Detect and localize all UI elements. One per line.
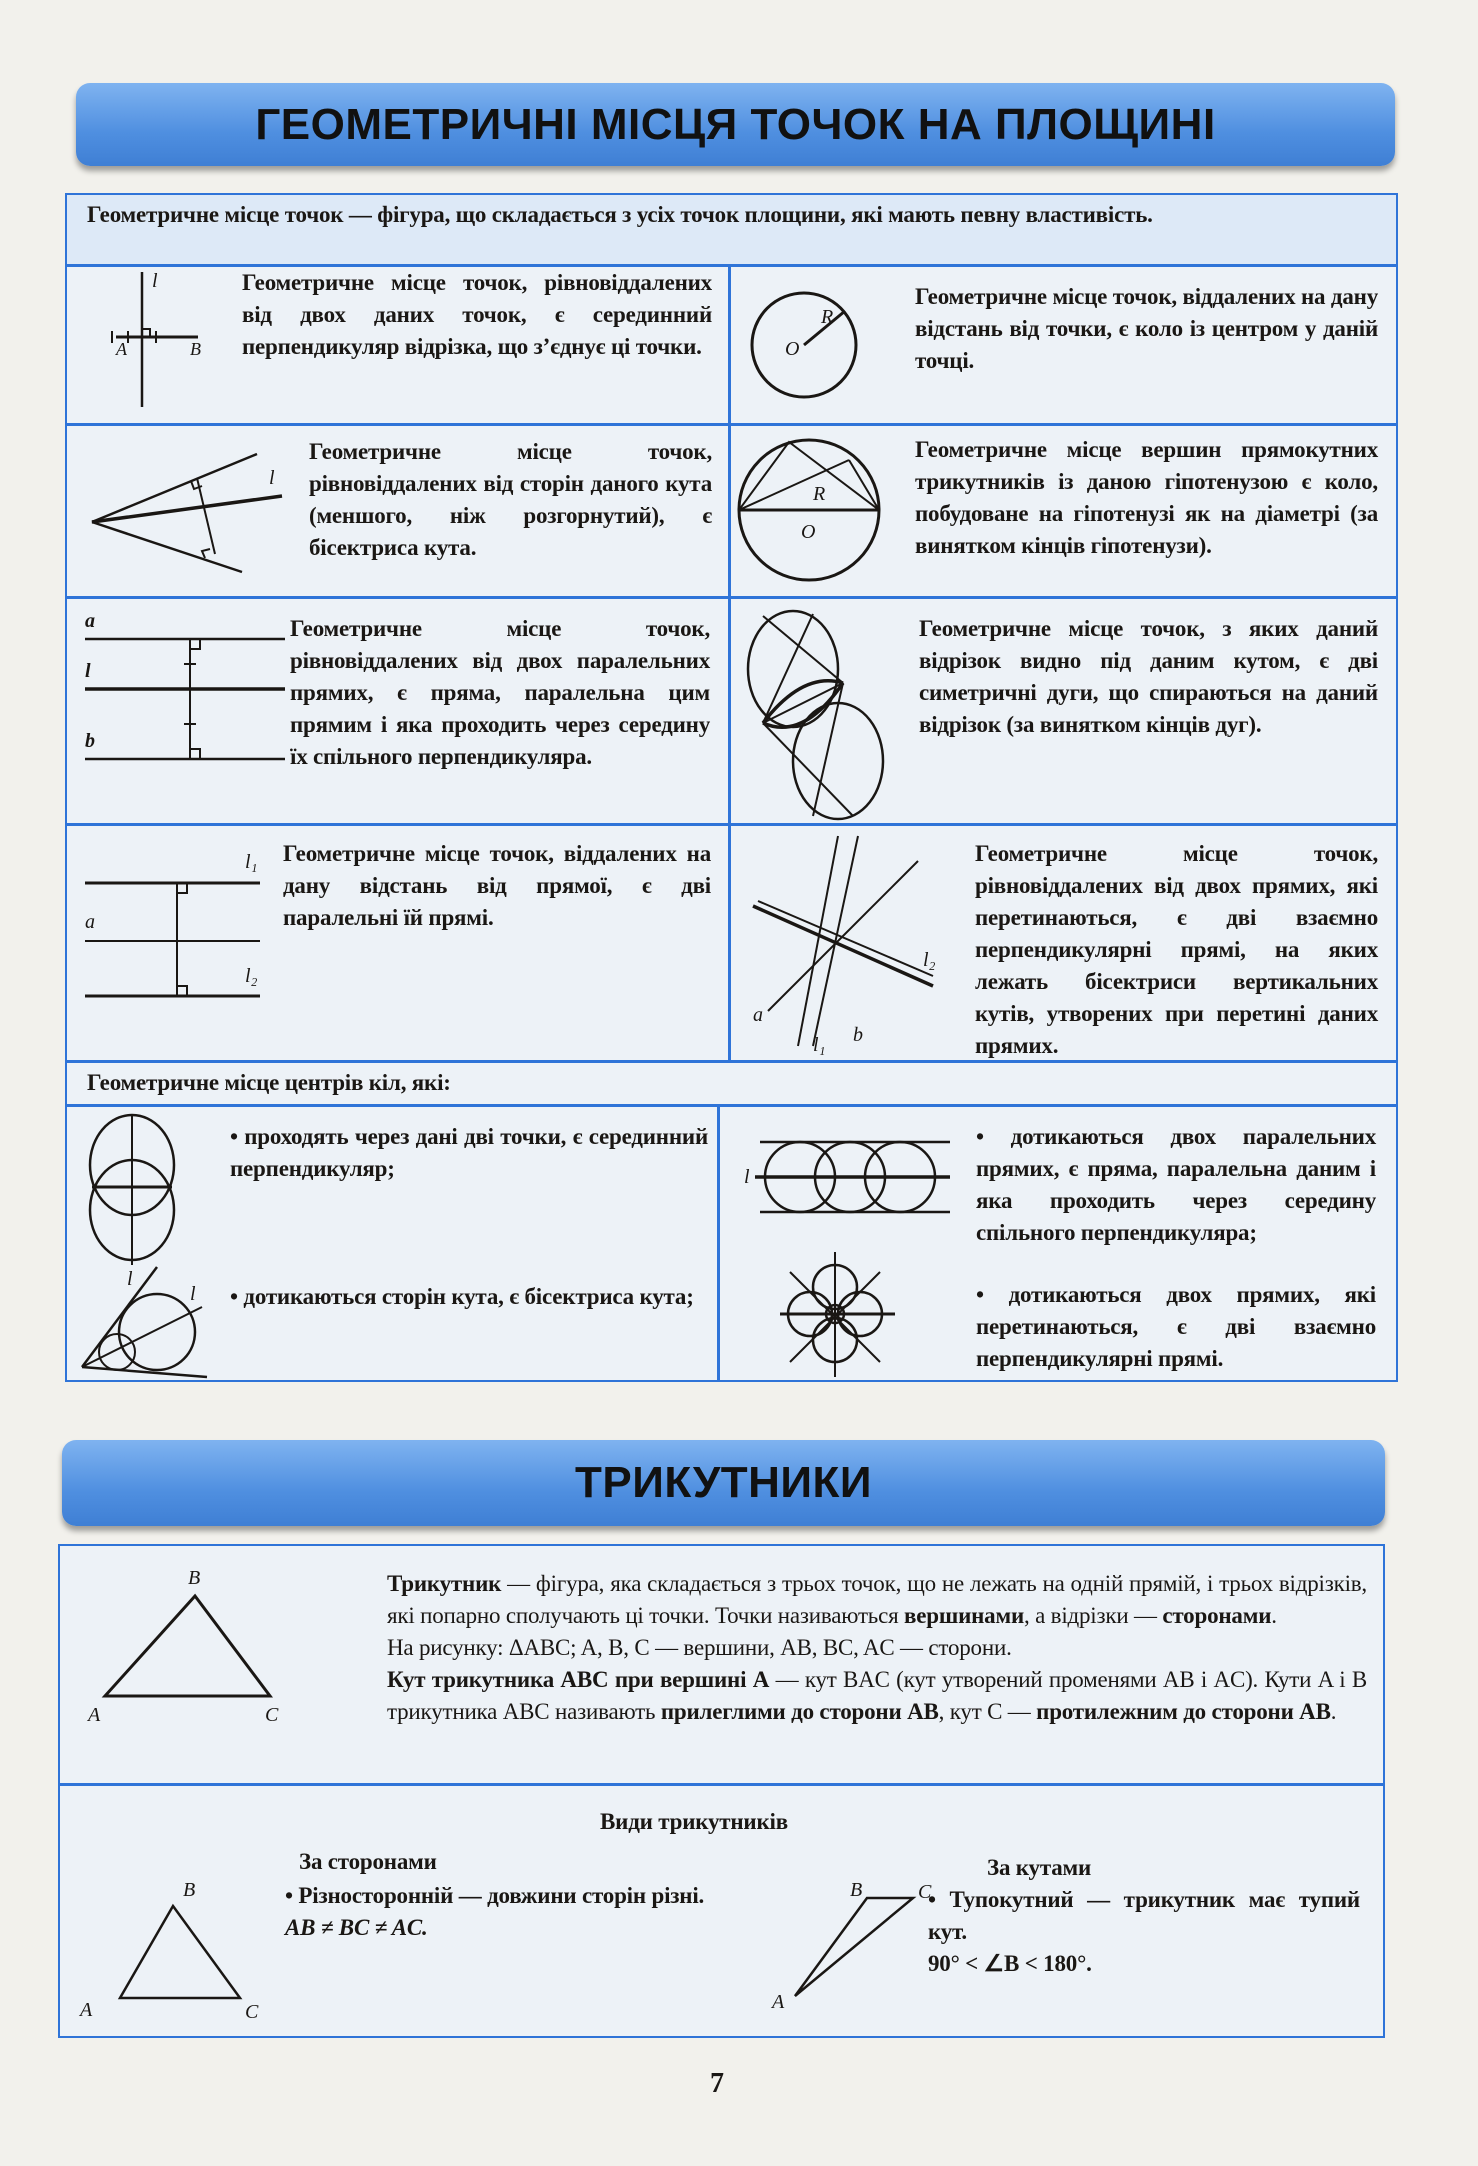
svg-text:R: R [813,483,826,505]
perpendicular-bisector-figure [92,267,212,417]
locus-text: Геометричне місце точок, рівновіддалених від двох даних точок, є серединний перпендикуляр відрізка, що з’єднує ці точки. [242,270,712,359]
triangle-types-header: Види трикутників [600,1809,788,1834]
text: , а відрізки — [1024,1603,1163,1628]
text: . [1271,1603,1277,1628]
centers-header [65,1061,1398,1106]
svg-text:l: l [190,1283,196,1305]
locus-text: Геометричне місце точок, з яких даний відрізок видно під даним кутом, є дві симетричні дуги, що спираються на даний відрізок (за винятком кінців дуг). [919,616,1378,737]
locus-cell-arcs [729,597,1398,825]
svg-text:B: B [190,339,201,359]
svg-text:l₂: l₂ [245,965,258,987]
svg-text:C: C [265,1704,279,1726]
svg-text:O: O [785,338,800,360]
term-sides: сторонами [1162,1603,1272,1628]
svg-text:C: C [245,2001,259,2023]
term-opposite: протилежним до сторони AB [1036,1699,1331,1724]
svg-text:B: B [850,1879,863,1901]
centers-header-text: Геометричне місце центрів кіл, які: [87,1070,451,1095]
centers-item: • проходять через дані дві точки, є серединний перпендикуляр; [230,1124,708,1181]
svg-text:l: l [744,1166,750,1188]
locus-text: Геометричне місце точок, віддалених на дану відстань від прямої, є дві паралельні їй прямі. [283,841,711,930]
page-number: 7 [710,2068,724,2099]
svg-text:B: B [183,1879,196,1901]
circle-figure [749,275,899,425]
centers-item: • дотикаються сторін кута, є бісектриса кута; [230,1284,694,1309]
locus-cell-right-triangle-circle [729,424,1398,598]
text: — фігура, яка складається з трьох точок, що не лежать на одній прямій, і трьох відрізків, які попарно сполучають ці точки. Точки називаються [387,1571,1367,1628]
term-adjacent: прилеглими до сторони AB [660,1699,939,1724]
svg-text:O: O [801,521,816,543]
svg-text:A: A [80,1999,93,2021]
circles-in-angle-figure [82,1282,222,1382]
locus-cell-distance-from-line [65,824,730,1062]
svg-text:l: l [269,467,275,489]
intersecting-lines-figure [743,836,953,1056]
locus-cell-angle-bisector [65,424,730,598]
term-vertices: вершинами [904,1603,1024,1628]
svg-text:l: l [127,1268,133,1290]
svg-text:A: A [772,1991,785,2013]
svg-text:a: a [85,610,95,632]
scalene-description [285,1880,705,1944]
locus-cell-intersecting-lines [729,824,1398,1062]
circles-through-two-points-figure [87,1115,207,1290]
svg-text:a: a [753,1004,763,1026]
triangle-abc-figure [80,1566,330,1726]
svg-text:a: a [85,911,95,933]
svg-text:l₁: l₁ [813,1034,826,1056]
angle-bisector-figure [87,434,297,584]
by-sides-title: За сторонами [299,1849,437,1874]
text: — кут BAC (кут утворений променями AB і AC). Кути A і B трикутника ABC називають [387,1667,1367,1724]
scalene-name: • Різносторонній [285,1883,454,1908]
scalene-triangle-figure [75,1876,275,2023]
locus-text: Геометричне місце точок, віддалених на дану відстань від точки, є коло із центром у даній точці. [915,284,1378,373]
example-text: На рисунку: ΔABC; A, B, C — вершини, AB, BC, AC — сторони. [387,1635,1012,1660]
svg-text:b: b [85,730,95,752]
symmetric-arcs-figure [743,611,893,821]
distance-lines-figure [85,846,265,1016]
locus-cell-perpendicular-bisector [65,265,730,425]
definition-text: — фігура, що складається з усіх точок площини, які мають певну властивість. [343,202,1153,227]
locus-text: Геометричне місце точок, рівновіддалених від двох паралельних прямих, є пряма, паралельна цим прямим і яка проходить через середину їх спільного перпендикуляра. [290,616,710,769]
svg-text:l₂: l₂ [923,949,936,971]
svg-text:B: B [188,1567,201,1589]
by-angles-title: За кутами [987,1855,1092,1880]
svg-text:R: R [821,306,834,328]
centers-cell-right [718,1105,1398,1382]
section-title-banner [76,83,1395,166]
scalene-formula: AB ≠ BC ≠ AC. [285,1915,428,1940]
obtuse-formula: 90° < ∠B < 180°. [928,1951,1092,1976]
centers-cell-left [65,1105,719,1382]
right-triangle-circle-figure [749,430,899,600]
centers-item: • дотикаються двох паралельних прямих, є пряма, паралельна даним і яка проходить через середину спільного перпендикуляра; [976,1124,1376,1245]
text: , кут C — [938,1699,1037,1724]
triangle-term: Трикутник [387,1571,502,1596]
triangle-definition-text [60,1546,1383,1728]
svg-text:l: l [85,660,91,682]
locus-cell-midparallel [65,597,730,825]
section-title-banner [62,1440,1385,1526]
circles-between-intersecting-lines-figure [780,1252,910,1382]
definition-row [65,193,1398,266]
obtuse-desc: — трикутник має тупий кут. [928,1887,1360,1944]
obtuse-triangle-figure [740,1876,940,2013]
circles-between-parallels-figure [744,1137,950,1217]
svg-text:A: A [116,339,127,359]
triangle-definition-cell [58,1544,1385,1785]
svg-text:A: A [88,1704,101,1726]
centers-item: • дотикаються двох прямих, які перетинаються, є дві взаємно перпендикулярні прямі. [976,1282,1376,1371]
locus-text: Геометричне місце точок, рівновіддалених від двох прямих, які перетинаються, є дві взаємно перпендикулярні прямі, на яких лежать бісектриси вертикальних кутів, утворених при перетині даних прямих. [975,841,1378,1058]
triangle-types-cell [58,1784,1385,2038]
obtuse-description [928,1884,1360,1980]
parallel-lines-figure [85,609,285,759]
term-angle: Кут трикутника ABC при вершині A [387,1667,770,1692]
text: . [1330,1699,1337,1724]
locus-cell-circle [729,265,1398,425]
svg-text:l₁: l₁ [245,851,258,873]
locus-text: Геометричне місце вершин прямокутних трикутників із даною гіпотенузою є коло, побудоване на гіпотенузі як на діаметрі (за винятком кінців гіпотенузи). [915,437,1378,558]
svg-text:C: C [918,1881,932,1903]
obtuse-name: • Тупокутний [928,1887,1074,1912]
svg-text:l: l [152,270,158,292]
locus-text-wrap [67,599,728,773]
locus-text: Геометричне місце точок, рівновіддалених від сторін даного кута (меншого, ніж розгорнутий), є бісектриса кута. [309,439,712,560]
section-title: ТРИКУТНИКИ [575,1458,872,1507]
section-title: ГЕОМЕТРИЧНІ МІСЦЯ ТОЧОК НА ПЛОЩИНІ [255,99,1216,149]
definition-term: Геометричне місце точок [87,202,344,227]
svg-text:b: b [853,1024,863,1046]
scalene-desc: — довжини сторін різні. [453,1883,705,1908]
